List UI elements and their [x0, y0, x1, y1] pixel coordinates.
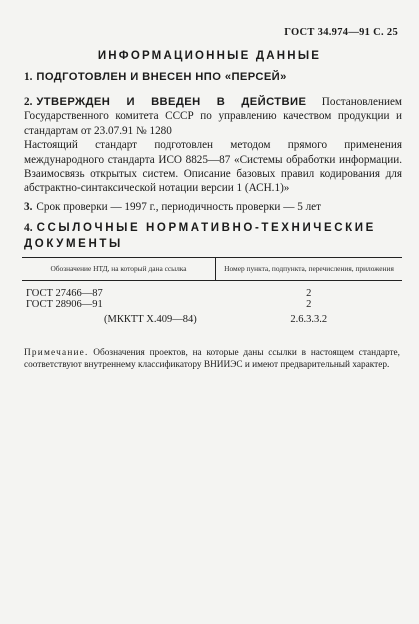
note-label: Примечание. [24, 348, 89, 358]
section-text: Срок проверки — 1997 г., периодичность проверки — 5 лет [36, 201, 322, 213]
column-header-clause: Номер пункта, подпункта, перечисления, приложения [224, 264, 394, 273]
section-number: 1. [24, 71, 33, 83]
table-row [22, 310, 402, 326]
section-number: 2. [24, 96, 33, 108]
page-header: ГОСТ 34.974—91 С. 25 [284, 27, 398, 38]
page-title: ИНФОРМАЦИОННЫЕ ДАННЫЕ [97, 50, 322, 62]
table-cell-clause: 2 [306, 298, 312, 310]
table-cell-document: (МККТТ Х.409—84) [104, 314, 197, 325]
section-heading: ССЫЛОЧНЫЕ НОРМАТИВНО-ТЕХНИЧЕСКИЕ ДОКУМЕНТЫ [24, 222, 376, 250]
section-number: 4. [24, 222, 33, 234]
section-2 [24, 95, 402, 196]
table-cell-clause: 2 [306, 288, 312, 299]
section-1 [24, 70, 402, 84]
table-cell-document: ГОСТ 28906—91 [26, 298, 103, 310]
table-header-row [22, 258, 402, 281]
section-text: Постановлением Государственного комитета СССР по управлению качеством продукции и стандартам от 23.07.91 № 1280 [24, 96, 402, 137]
section-heading: УТВЕРЖДЕН И ВВЕДЕН В ДЕЙСТВИЕ [36, 96, 307, 108]
table-row [22, 281, 402, 300]
table-row [22, 300, 402, 311]
section-3 [24, 200, 402, 214]
column-header-document: Обозначение НТД, на который дана ссылка [22, 258, 216, 281]
table-cell-document: ГОСТ 27466—87 [26, 288, 103, 299]
footnote [24, 348, 400, 371]
section-heading: ПОДГОТОВЛЕН И ВНЕСЕН НПО «ПЕРСЕЙ» [36, 71, 287, 83]
references-table [22, 257, 402, 326]
section-4 [24, 220, 402, 252]
section-2-paragraph-2: Настоящий стандарт подготовлен методом прямого применения международного стандарта ИСО 8825—87 «Системы обработки информации. Взаимосвязь открытых систем. Описание базовых правил кодирования для абстрактно-синтаксической нотации версии 1 (АСН.1)» [24, 139, 402, 195]
section-2-paragraph [24, 95, 402, 138]
section-number: 3. [24, 201, 33, 213]
note-text: Обозначения проектов, на которые даны ссылки в настоящем стандарте, соответствуют внутреннему классификатору ВНИИЭС и имеют предварительный характер. [24, 348, 400, 370]
table-cell-clause: 2.6.3.3.2 [290, 314, 328, 325]
